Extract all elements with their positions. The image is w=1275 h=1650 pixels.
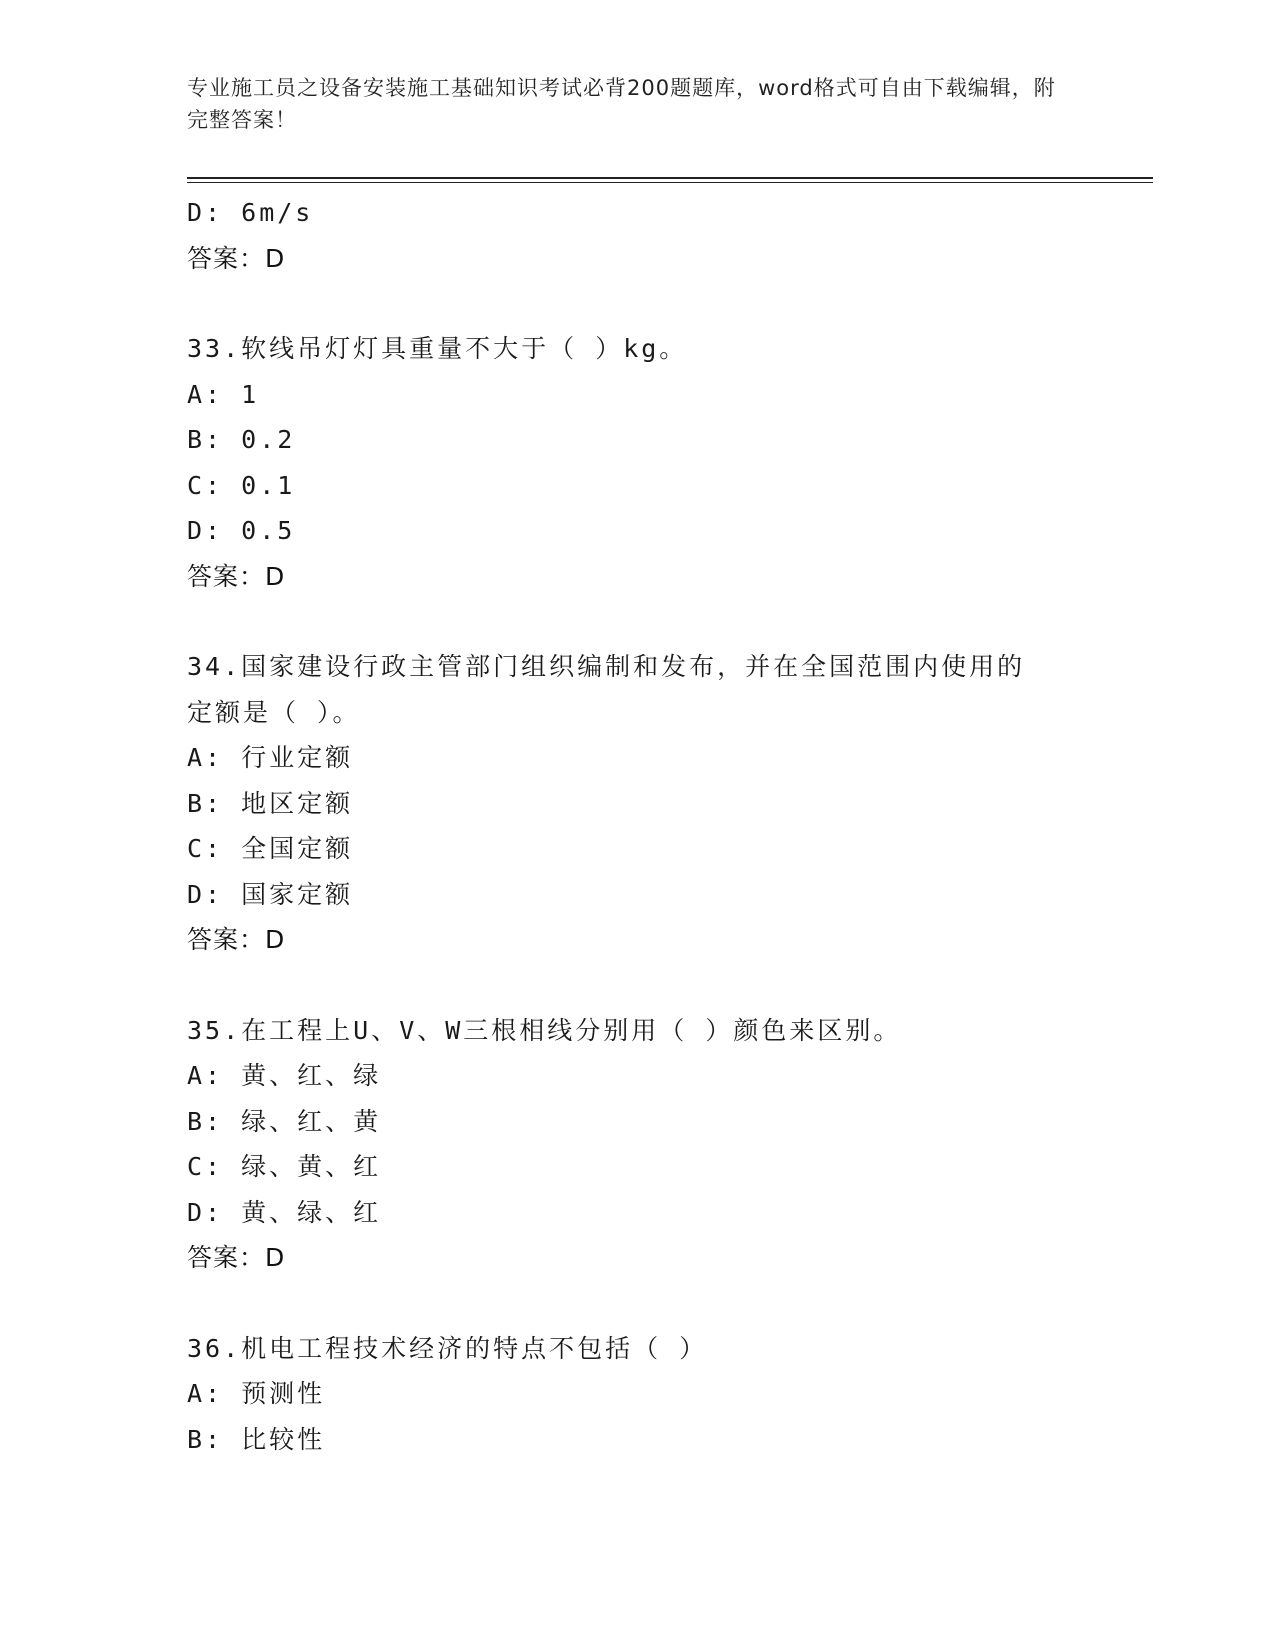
option-a: A: 预测性 <box>187 1379 326 1408</box>
question-stem: 33.软线吊灯灯具重量不大于（ ）kg。 <box>187 334 688 363</box>
header-rule-thin <box>187 182 1153 183</box>
option-a: A: 黄、红、绿 <box>187 1061 382 1090</box>
option-b: B: 地区定额 <box>187 788 354 818</box>
answer-line: 答案：D <box>187 925 286 954</box>
question-stem: 34.国家建设行政主管部门组织编制和发布，并在全国范围内使用的定额是（ ）。 <box>187 652 1026 727</box>
spacer <box>187 1281 1087 1326</box>
question-stem: 35.在工程上U、V、W三根相线分别用（ ）颜色来区别。 <box>187 1015 902 1045</box>
option-d: D: 6m/s <box>187 198 314 227</box>
question-list <box>187 190 1087 1462</box>
spacer <box>187 281 1087 326</box>
option-b: B: 0.2 <box>187 425 296 454</box>
header-rule-thick <box>187 177 1153 179</box>
option-a: A: 行业定额 <box>187 743 354 772</box>
spacer <box>187 599 1087 644</box>
option-d: D: 国家定额 <box>187 879 354 909</box>
answer-line: 答案：D <box>187 561 286 591</box>
option-c: C: 全国定额 <box>187 834 354 863</box>
spacer <box>187 963 1087 1008</box>
option-c: C: 绿、黄、红 <box>187 1152 382 1181</box>
answer-line: 答案：D <box>187 243 286 273</box>
option-b: B: 绿、红、黄 <box>187 1106 382 1136</box>
question-stem: 36.机电工程技术经济的特点不包括（ ） <box>187 1333 708 1363</box>
option-c: C: 0.1 <box>187 470 296 500</box>
option-a: A: 1 <box>187 379 260 409</box>
option-d: D: 黄、绿、红 <box>187 1197 382 1227</box>
answer-line: 答案：D <box>187 1243 286 1272</box>
option-b: B: 比较性 <box>187 1424 326 1454</box>
option-d: D: 0.5 <box>187 516 296 545</box>
document-header: 专业施工员之设备安装施工基础知识考试必背200题题库，word格式可自由下载编辑，附完整答案！ <box>187 76 1056 132</box>
